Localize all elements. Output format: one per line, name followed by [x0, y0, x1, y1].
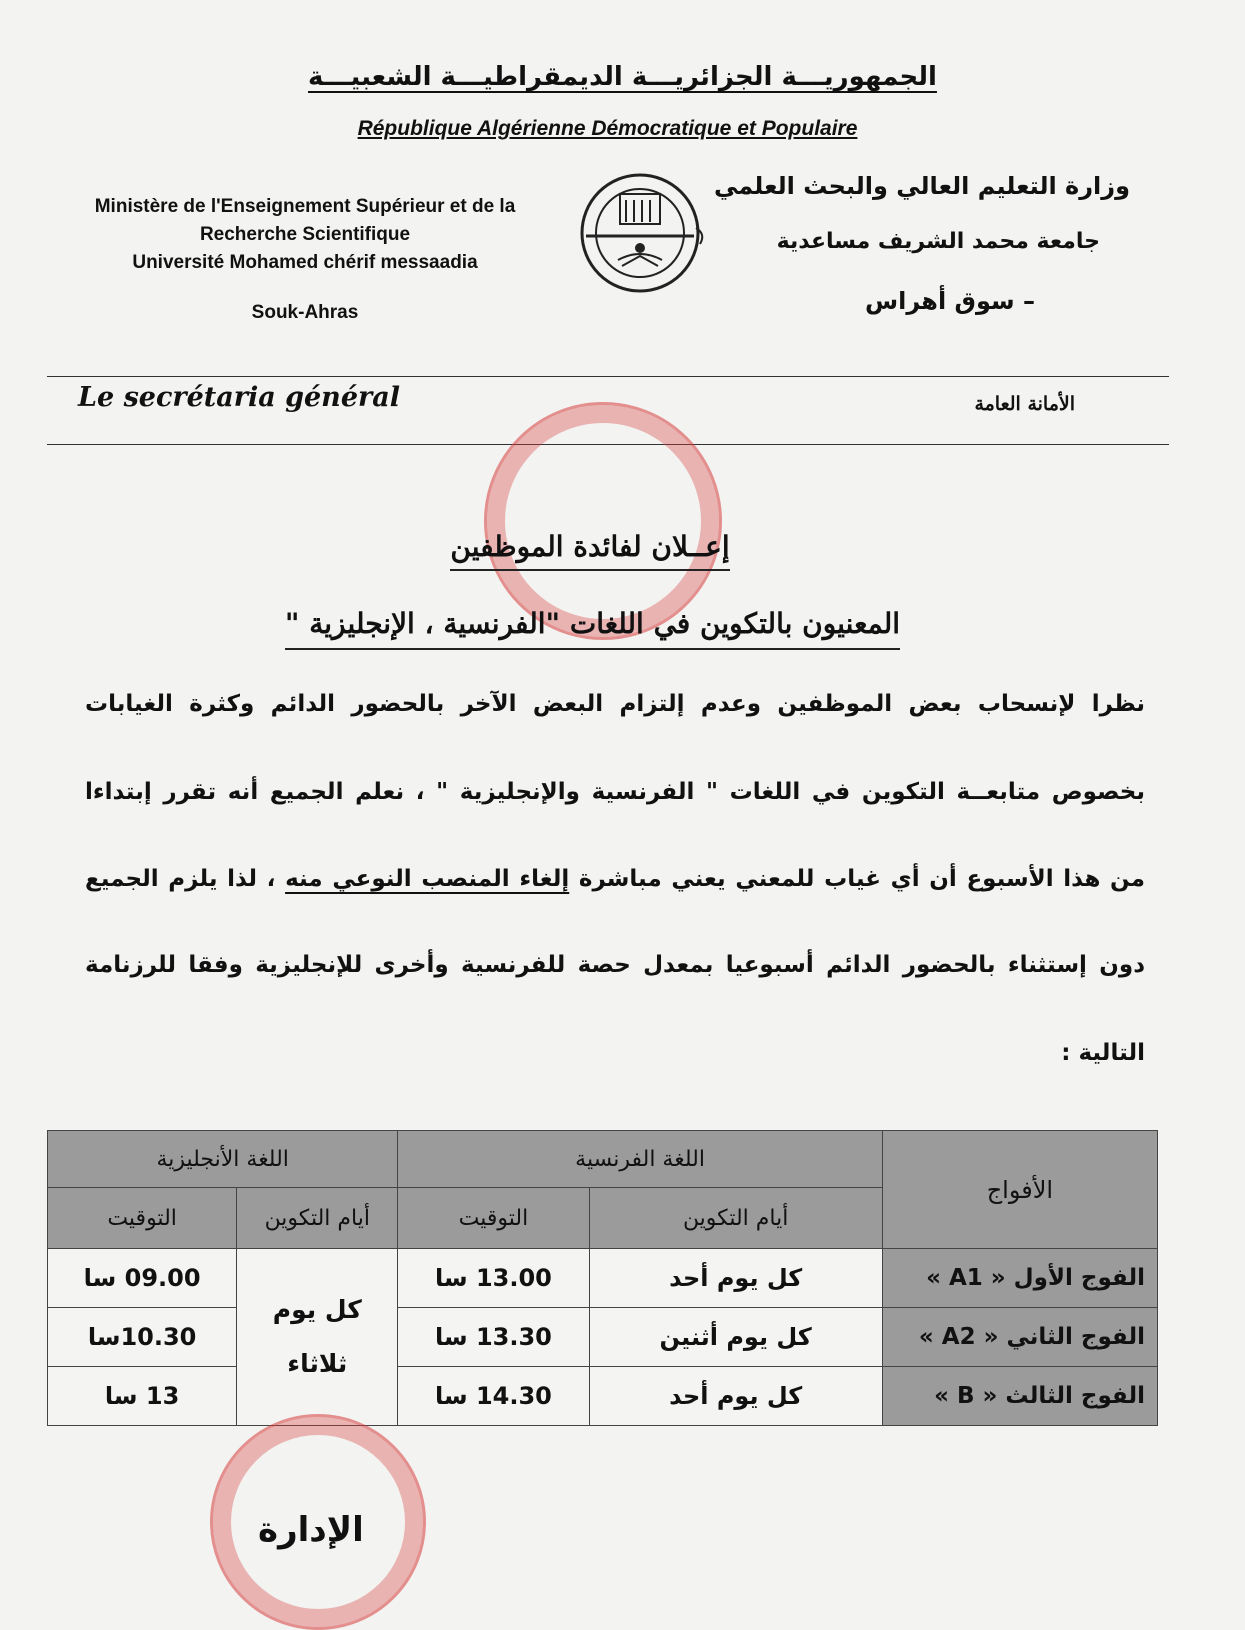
ministry-fr-line2: Recherche Scientifique — [199, 224, 411, 245]
group-cell: الفوج الأول « A1 » — [882, 1249, 1157, 1308]
english-time-cell: 09.00 سا — [48, 1249, 237, 1308]
french-time-header: التوقيت — [398, 1188, 589, 1249]
city-ar: – سوق أهراس — [865, 287, 1035, 315]
republic-title-ar: الجمهوريـــة الجزائريـــة الديمقراطيـــة الشعبيـــة — [308, 62, 937, 92]
republic-title-fr: République Algérienne Démocratique et Populaire — [357, 117, 858, 140]
notice-line-1: نظرا لإنسحاب بعض الموظفين وعدم إلتزام البعض الآخر بالحضور الدائم وكثرة الغيابات — [85, 691, 1145, 717]
official-stamp-icon — [484, 402, 722, 640]
divider-top — [47, 376, 1169, 377]
university-ar: جامعة محمد الشريف مساعدية — [776, 229, 1100, 254]
english-time-header: التوقيت — [48, 1188, 237, 1249]
notice-line-3: من هذا الأسبوع أن أي غياب للمعني يعني مباشرة إلغاء المنصب النوعي منه ، لذا يلزم الجميع — [85, 866, 1145, 892]
notice-line-2: بخصوص متابعــة التكوين في اللغات " الفرنسية والإنجليزية " ، نعلم الجميع أنه تقرر إبتداءا — [85, 779, 1145, 805]
french-time-cell: 13.30 سا — [398, 1308, 589, 1367]
table-row — [48, 1308, 1158, 1367]
french-day-cell: كل يوم أحد — [589, 1367, 882, 1426]
notice-subtitle: المعنيون بالتكوين في اللغات "الفرنسية ، الإنجليزية " — [0, 607, 1185, 640]
group-cell: الفوج الثالث « B » — [882, 1367, 1157, 1426]
ministry-ar: وزارة التعليم العالي والبحث العلمي — [713, 172, 1130, 200]
english-day-cell: كل يوم ثلاثاء — [237, 1249, 398, 1426]
french-day-cell: كل يوم أحد — [589, 1249, 882, 1308]
french-day-cell: كل يوم أثنين — [589, 1308, 882, 1367]
signature-administration: الإدارة — [258, 1510, 364, 1550]
notice-line-5: التالية : — [1061, 1040, 1145, 1066]
schedule-table — [47, 1130, 1158, 1426]
french-time-cell: 13.00 سا — [398, 1249, 589, 1308]
english-time-cell: 13 سا — [48, 1367, 237, 1426]
english-days-header: أيام التكوين — [237, 1188, 398, 1249]
secretariat-ar: الأمانة العامة — [974, 393, 1075, 415]
secretariat-fr: Le secrétaria général — [78, 382, 400, 413]
french-time-cell: 14.30 سا — [398, 1367, 589, 1426]
notice-line-4: دون إستثناء بالحضور الدائم أسبوعيا بمعدل حصة للفرنسية وأخرى للإنجليزية وفقا للرزنامة — [85, 952, 1145, 978]
city-fr: Souk-Ahras — [251, 302, 359, 323]
french-days-header: أيام التكوين — [589, 1188, 882, 1249]
english-time-cell: 10.30سا — [48, 1308, 237, 1367]
ministry-fr-line1: Ministère de l'Enseignement Supérieur et de la — [94, 196, 516, 217]
notice-title: إعــلان لفائدة الموظفين — [0, 530, 1180, 563]
english-header: اللغة الأنجليزية — [48, 1131, 398, 1188]
french-header: اللغة الفرنسية — [398, 1131, 882, 1188]
group-cell: الفوج الثاني « A2 » — [882, 1308, 1157, 1367]
university-fr: Université Mohamed chérif messaadia — [132, 252, 478, 273]
table-row — [48, 1367, 1158, 1426]
table-row — [48, 1249, 1158, 1308]
groups-header: الأفواج — [882, 1131, 1157, 1249]
university-seal-icon — [578, 170, 718, 296]
